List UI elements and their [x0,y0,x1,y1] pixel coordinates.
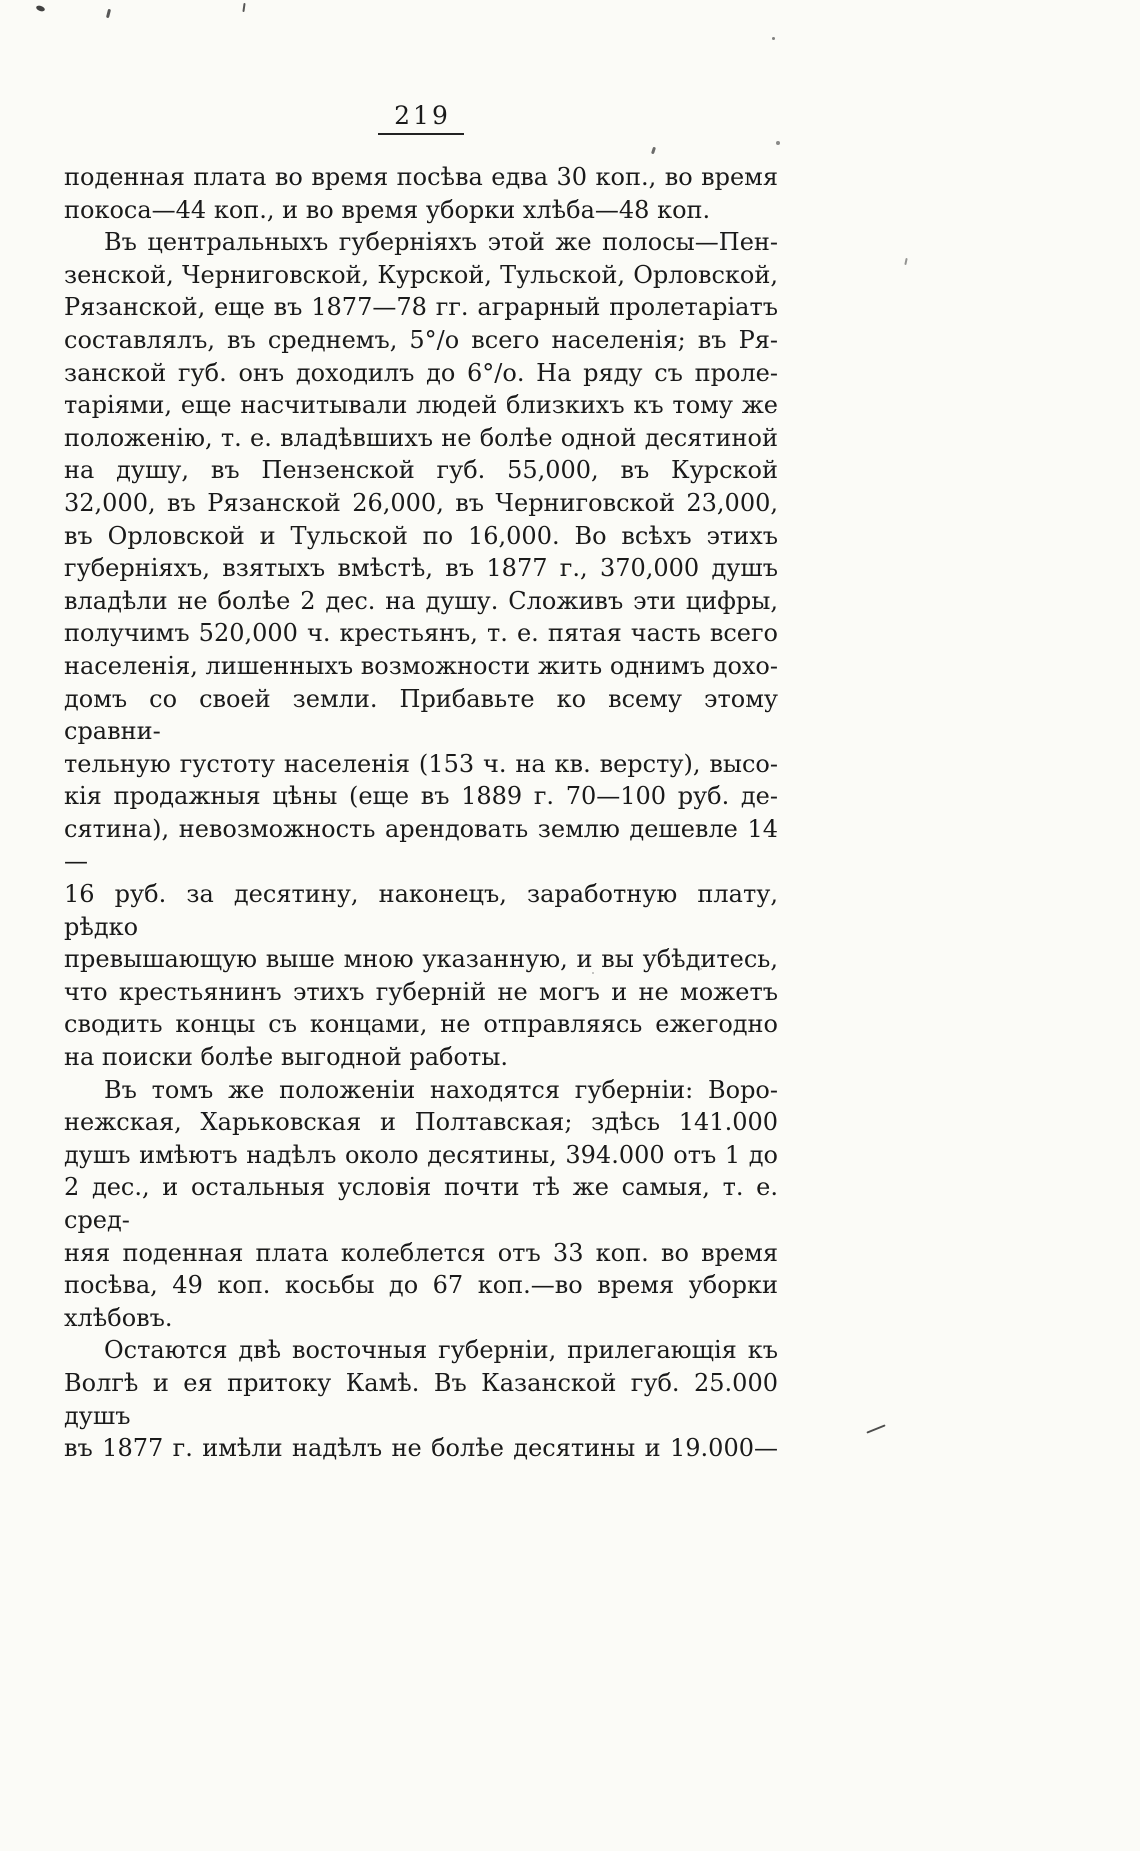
text-line: Въ центральныхъ губерніяхъ этой же полосы—Пен- [104,228,778,257]
text-line: на поиски болѣе выгодной работы. [64,1043,508,1072]
text-line: Волгѣ и ея притоку Камѣ. Въ Казанской губ. 25.000 душъ [64,1368,778,1430]
text-line: 32,000, въ Рязанской 26,000, въ Черниговской 23,000, [64,488,778,517]
text-line: Рязанской, еще въ 1877—78 гг. аграрный пролетаріатъ [64,293,778,322]
body-text [64,161,778,1465]
text-line: зенской, Черниговской, Курской, Тульской, Орловской, [64,260,778,289]
page-number: 219 [378,101,464,135]
text-line: получимъ 520,000 ч. крестьянъ, т. е. пятая часть всего [64,619,778,648]
text-line: домъ со своей земли. Прибавьте ко всему этому сравни- [64,684,778,746]
text-line: тельную густоту населенія (153 ч. на кв. версту), высо- [64,749,778,778]
text-line: кія продажныя цѣны (еще въ 1889 г. 70—100 руб. де- [64,782,778,811]
scan-artifact-speck [35,5,45,13]
text-line: составлялъ, въ среднемъ, 5°/о всего населенія; въ Ря- [64,325,778,354]
text-line: Остаются двѣ восточныя губерніи, прилегающія къ [104,1336,778,1365]
text-line: покоса—44 коп., и во время уборки хлѣба—48 коп. [64,195,711,224]
scan-artifact-tick [904,258,907,265]
text-line: сводить концы съ концами, не отправляясь ежегодно [64,1010,778,1039]
text-line: сятина), невозможность арендовать землю дешевле 14— [64,814,778,876]
scan-artifact-pen-mark [866,1424,885,1433]
text-line: владѣли не болѣе 2 дес. на душу. Сложивъ эти цифры, [64,586,778,615]
text-line: превышающую выше мною указанную, и вы убѣдитесь, [64,945,778,974]
scan-artifact-dot [592,972,594,974]
text-line: занской губ. онъ доходилъ до 6°/о. На ряду съ проле- [64,358,778,387]
scan-artifact-dot [772,37,775,40]
book-page-column [64,0,778,1465]
scan-artifact-dot [700,968,702,970]
text-line: Въ томъ же положеніи находятся губерніи: Воро- [104,1075,778,1104]
text-line: таріями, еще насчитывали людей близкихъ къ тому же [64,391,778,420]
text-line: что крестьянинъ этихъ губерній не могъ и не можетъ [64,977,778,1006]
text-line: населенія, лишенныхъ возможности жить однимъ дохо- [64,651,778,680]
text-line: няя поденная плата колеблется отъ 33 коп. во время [64,1238,778,1267]
text-line: нежская, Харьковская и Полтавская; здѣсь 141.000 [64,1108,778,1137]
text-line: положенію, т. е. владѣвшихъ не болѣе одной десятиной [64,423,778,452]
text-line: 2 дес., и остальныя условія почти тѣ же самыя, т. е. сред- [64,1173,778,1234]
text-line: хлѣбовъ. [64,1303,173,1332]
text-line: посѣва, 49 коп. косьбы до 67 коп.—во время уборки [64,1271,778,1300]
text-line: на душу, въ Пензенской губ. 55,000, въ Курской [64,456,778,485]
text-line: губерніяхъ, взятыхъ вмѣстѣ, въ 1877 г., 370,000 душъ [64,554,778,583]
text-line: въ Орловской и Тульской по 16,000. Во всѣхъ этихъ [64,521,778,550]
scan-artifact-dot [776,141,780,145]
text-line: 16 руб. за десятину, наконецъ, заработную плату, рѣдко [64,880,778,941]
page-header [64,0,778,135]
text-line: поденная плата во время посѣва едва 30 коп., во время [64,163,778,191]
text-line: душъ имѣютъ надѣлъ около десятины, 394.000 отъ 1 до [64,1140,778,1169]
text-line: въ 1877 г. имѣли надѣлъ не болѣе десятины и 19.000— [64,1434,778,1463]
